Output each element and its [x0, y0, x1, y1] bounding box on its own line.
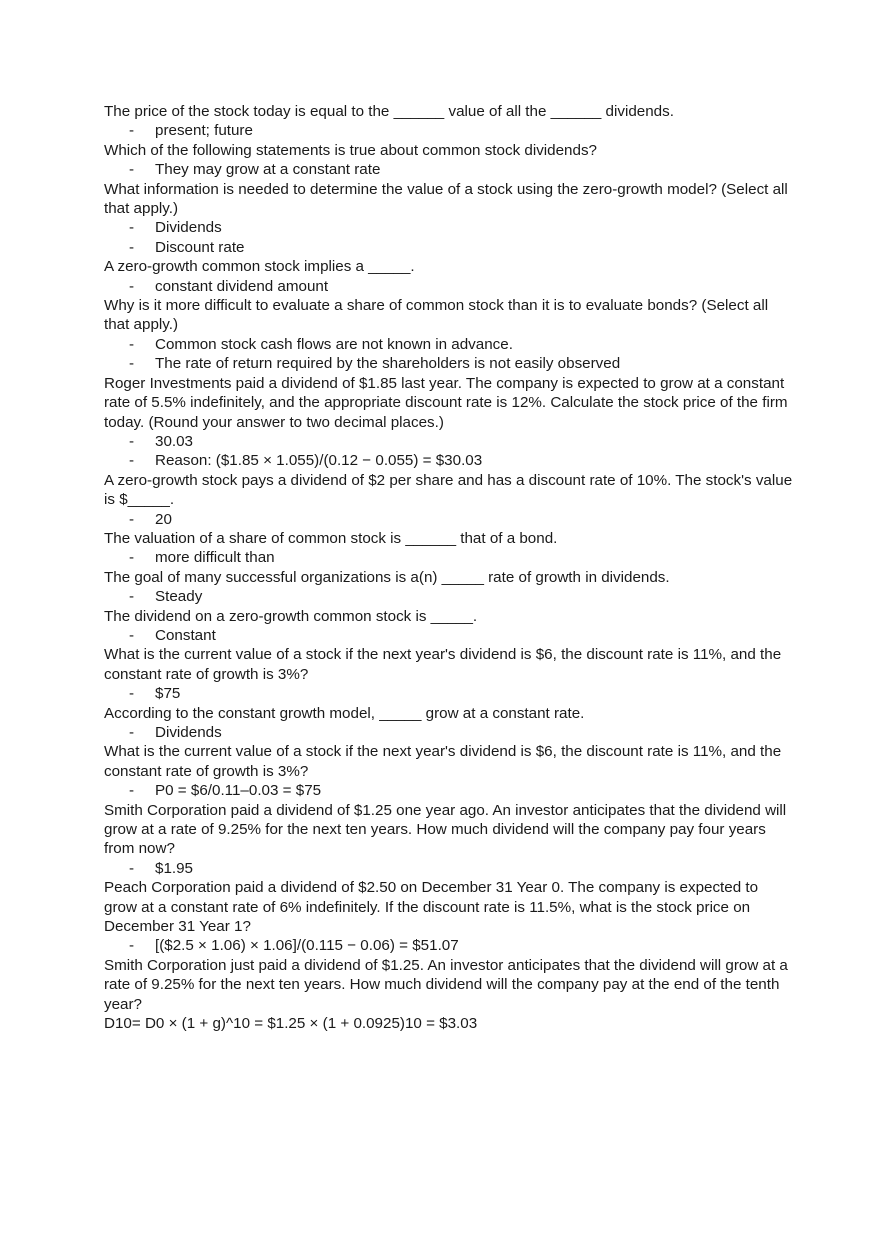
dash-bullet-icon: -	[129, 724, 135, 741]
document-page	[104, 102, 794, 1034]
dash-bullet-icon: -	[129, 782, 135, 800]
dash-bullet-icon: -	[129, 122, 135, 140]
answer-item	[104, 354, 794, 373]
question-text: Smith Corporation paid a dividend of $1.25 one year ago. An investor anticipates that the dividend will grow at a rate of 9.25% for the next ten years. How much dividend will the company pay four years from now?	[104, 801, 787, 858]
answer-text: $1.95	[155, 859, 194, 877]
qa-block	[104, 257, 794, 296]
dash-bullet-icon: -	[129, 452, 135, 470]
question-text: Smith Corporation just paid a dividend of $1.25. An investor anticipates that the dividend will grow at a rate of 9.25% for the next ten years. How much dividend will the company pay at the end of the tenth year?	[104, 956, 788, 1013]
answer-item	[104, 121, 794, 140]
answer-text: Dividends	[155, 724, 222, 741]
qa-block	[104, 742, 794, 800]
answer-item	[104, 218, 794, 237]
dash-bullet-icon: -	[129, 161, 135, 179]
answer-list	[104, 432, 794, 471]
answer-text: Steady	[155, 588, 203, 606]
qa-block	[104, 568, 794, 607]
answer-text: present; future	[155, 122, 253, 140]
qa-block	[104, 956, 794, 1014]
answer-list	[104, 587, 794, 606]
answer-text: The rate of return required by the shareholders is not easily observed	[155, 355, 621, 373]
answer-list	[104, 723, 794, 742]
question-text: The valuation of a share of common stock is ______ that of a bond.	[104, 529, 558, 547]
dash-bullet-icon: -	[129, 238, 135, 256]
answer-item	[104, 587, 794, 606]
dash-bullet-icon: -	[129, 432, 135, 450]
answer-item	[104, 335, 794, 354]
question-text: A zero-growth stock pays a dividend of $2 per share and has a discount rate of 10%. The stock's value is $_____.	[104, 471, 793, 509]
answer-text: Constant	[155, 626, 216, 644]
question-text: The price of the stock today is equal to the ______ value of all the ______ dividends.	[104, 103, 674, 120]
answer-list	[104, 936, 794, 955]
qa-block	[104, 645, 794, 703]
qa-block	[104, 607, 794, 646]
answer-text: Reason: ($1.85 × 1.055)/(0.12 − 0.055) = $30.03	[155, 452, 483, 470]
answer-item	[104, 451, 794, 470]
answer-item	[104, 684, 794, 703]
question-text: The goal of many successful organizations is a(n) _____ rate of growth in dividends.	[104, 568, 670, 586]
answer-item	[104, 160, 794, 179]
question-text: Peach Corporation paid a dividend of $2.50 on December 31 Year 0. The company is expected to grow at a constant rate of 6% indefinitely. If the discount rate is 11.5%, what is the stock price on December 31 Year 1?	[104, 879, 759, 936]
answer-text: P0 = $6/0.11–0.03 = $75	[155, 782, 322, 800]
question-text: What is the current value of a stock if the next year's dividend is $6, the discount rate is 11%, and the constant rate of growth is 3%?	[104, 743, 782, 780]
dash-bullet-icon: -	[129, 277, 135, 295]
dash-bullet-icon: -	[129, 626, 135, 644]
answer-list	[104, 626, 794, 645]
answer-item	[104, 510, 794, 529]
answer-item	[104, 859, 794, 878]
qa-block	[104, 878, 794, 956]
qa-block	[104, 102, 794, 141]
qa-block	[104, 529, 794, 568]
qa-block	[104, 801, 794, 879]
dash-bullet-icon: -	[129, 588, 135, 606]
dash-bullet-icon: -	[129, 355, 135, 373]
answer-text: 20	[155, 510, 172, 528]
question-text: The dividend on a zero-growth common stock is _____.	[104, 607, 478, 625]
answer-list	[104, 335, 794, 374]
dash-bullet-icon: -	[129, 685, 135, 703]
answer-item	[104, 781, 794, 800]
answer-text: They may grow at a constant rate	[155, 161, 381, 179]
answer-text: Dividends	[155, 219, 222, 237]
answer-item	[104, 626, 794, 645]
question-text: Why is it more difficult to evaluate a share of common stock than it is to evaluate bonds? (Select all that apply.)	[104, 297, 769, 334]
dash-bullet-icon: -	[129, 859, 135, 877]
answer-item	[104, 548, 794, 567]
answer-item	[104, 936, 794, 955]
question-text: What is the current value of a stock if the next year's dividend is $6, the discount rate is 11%, and the constant rate of growth is 3%?	[104, 646, 782, 683]
answer-list	[104, 121, 794, 140]
question-text: According to the constant growth model, _____ grow at a constant rate.	[104, 704, 585, 722]
qa-block	[104, 704, 794, 743]
answer-text: Common stock cash flows are not known in advance.	[155, 335, 513, 353]
answer-list	[104, 781, 794, 800]
answer-list	[104, 548, 794, 567]
dash-bullet-icon: -	[129, 549, 135, 567]
answer-item	[104, 277, 794, 296]
question-text: Which of the following statements is true about common stock dividends?	[104, 141, 597, 159]
answer-list	[104, 859, 794, 878]
answer-text: $75	[155, 685, 181, 703]
answer-list	[104, 510, 794, 529]
answer-text: 30.03	[155, 432, 194, 450]
answer-text: [($2.5 × 1.06) × 1.06]/(0.115 − 0.06) = $51.07	[155, 937, 459, 955]
question-text: Roger Investments paid a dividend of $1.85 last year. The company is expected to grow at a constant rate of 5.5% indefinitely, and the appropriate discount rate is 12%. Calculate the stock price of the firm today. (Round your answer to two decimal places.)	[104, 374, 788, 431]
qa-block	[104, 296, 794, 374]
qa-list	[104, 102, 794, 1014]
answer-text: constant dividend amount	[155, 277, 329, 295]
answer-item	[104, 238, 794, 257]
answer-text: Discount rate	[155, 238, 245, 256]
qa-block	[104, 374, 794, 471]
answer-text: more difficult than	[155, 549, 275, 567]
answer-list	[104, 218, 794, 257]
qa-block	[104, 471, 794, 529]
answer-item	[104, 723, 794, 742]
qa-block	[104, 141, 794, 180]
answer-item	[104, 432, 794, 451]
final-formula-line: D10= D0 × (1 + g)^10 = $1.25 × (1 + 0.0925)10 = $3.03	[104, 1015, 478, 1033]
dash-bullet-icon: -	[129, 937, 135, 955]
question-text: A zero-growth common stock implies a _____.	[104, 258, 415, 276]
answer-list	[104, 277, 794, 296]
answer-list	[104, 684, 794, 703]
dash-bullet-icon: -	[129, 335, 135, 353]
dash-bullet-icon: -	[129, 219, 135, 237]
qa-block	[104, 180, 794, 258]
answer-list	[104, 160, 794, 179]
dash-bullet-icon: -	[129, 510, 135, 528]
question-text: What information is needed to determine the value of a stock using the zero-growth model? (Select all that apply.)	[104, 180, 788, 218]
